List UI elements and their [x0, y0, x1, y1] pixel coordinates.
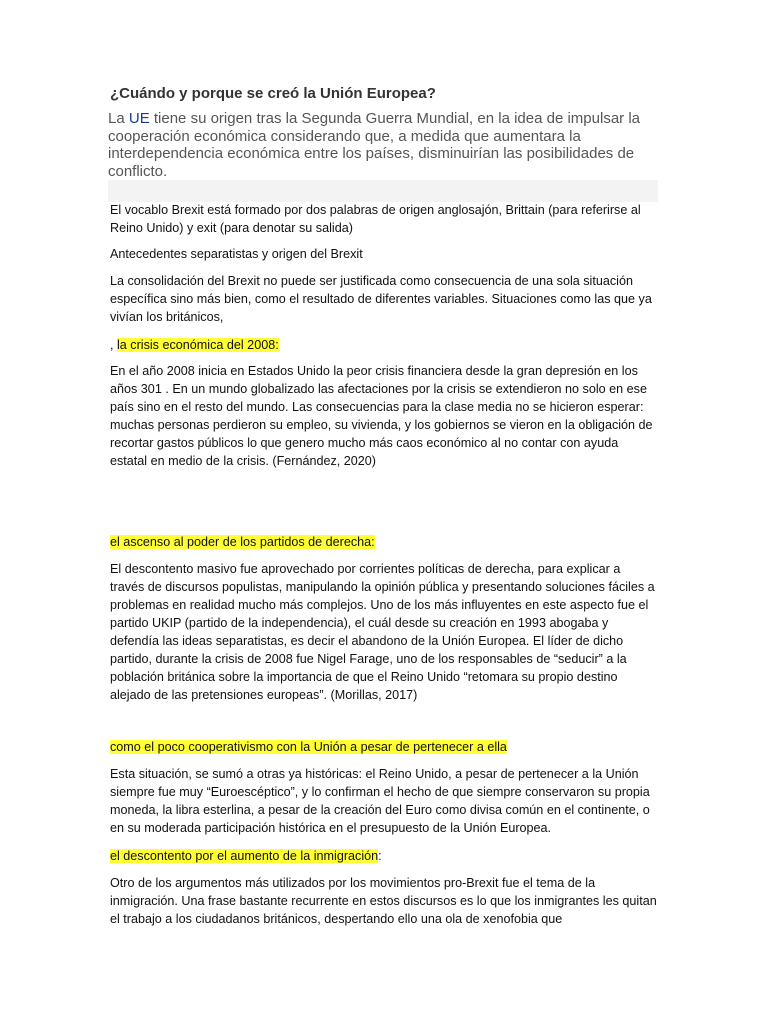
crisis-heading-line [110, 336, 658, 354]
derecha-heading-line [110, 533, 658, 551]
inmig-heading: el descontento por el aumento de la inmigración [110, 849, 379, 863]
crisis-heading: la crisis económica del 2008: [117, 338, 279, 352]
intro-text: tiene su origen tras la Segunda Guerra Mundial, en la idea de impulsar la cooperación económica considerando que, a medida que aumentara la interdependencia económica entre los países, disminuirían las posibilidades de conflicto. [108, 110, 640, 180]
coop-paragraph: Esta situación, se sumó a otras ya históricas: el Reino Unido, a pesar de pertenecer a la Unión siempre fue muy “Euroescéptico”, y lo confirman el hecho de que siempre conservaron su propia moneda, la libra esterlina, a pesar de la creación del Euro como divisa común en el continente, o en su moderada participación histórica en el presupuesto de la Unión Europea. [110, 767, 650, 835]
inmig-paragraph: Otro de los argumentos más utilizados por los movimientos pro-Brexit fue el tema de la inmigración. Una frase bastante recurrente en estos discursos es lo que los inmigrantes les quitan el trabajo a los ciudadanos británicos, despertando ello una ola de xenofobia que [110, 876, 657, 926]
intro-paragraph [108, 110, 658, 180]
page-title: ¿Cuándo y porque se creó la Unión Europea? [110, 85, 436, 102]
derecha-heading: el ascenso al poder de los partidos de derecha: [110, 535, 375, 549]
crisis-prefix: , [110, 338, 117, 352]
crisis-paragraph: En el año 2008 inicia en Estados Unido la peor crisis financiera desde la gran depresión en los años 301 . En un mundo globalizado las afectaciones por la crisis se extendieron no solo en ese país sino en el resto del mundo. Las consecuencias para la clase media no se hicieron esperar: muchas personas perdieron su empleo, su vivienda, y los gobiernos se vieron en la obligación de recortar gastos públicos lo que genero mucho más caos económico al no contar con ayuda estatal en medio de la crisis. (Fernández, 2020) [110, 364, 653, 468]
inmig-heading-line [110, 847, 658, 865]
separator-bar [108, 180, 658, 202]
ue-link[interactable]: UE [128, 110, 150, 127]
coop-heading-line [110, 738, 658, 756]
inmig-suffix: : [378, 849, 382, 863]
derecha-paragraph: El descontento masivo fue aprovechado por corrientes políticas de derecha, para explicar a través de discursos populistas, manipulando la opinión pública y presentando soluciones fáciles a problemas en realidad mucho más complejos. Uno de los más influyentes en este aspecto fue el partido UKIP (partido de la independencia), el cuál desde su creación en 1993 abogaba y defendía las ideas separatistas, es decir el abandono de la Unión Europea. El líder de dicho partido, durante la crisis de 2008 fue Nigel Farage, uno de los responsables de “seducir” a la población británica sobre la importancia de que el Reino Unido “retomara su propio destino alejado de las pretensiones europeas”. (Morillas, 2017) [110, 562, 655, 702]
intro-prefix: La [108, 110, 129, 127]
consolidacion-paragraph: La consolidación del Brexit no puede ser justificada como consecuencia de una sola situación específica sino más bien, como el resultado de diferentes variables. Situaciones como las que ya vivían los británicos, [110, 274, 652, 324]
antecedentes-subtitle: Antecedentes separatistas y origen del Brexit [110, 247, 363, 261]
coop-heading: como el poco cooperativismo con la Unión a pesar de pertenecer a ella [110, 740, 507, 754]
brexit-vocab-paragraph: El vocablo Brexit está formado por dos palabras de origen anglosajón, Brittain (para referirse al Reino Unido) y exit (para denotar su salida) [110, 203, 641, 235]
